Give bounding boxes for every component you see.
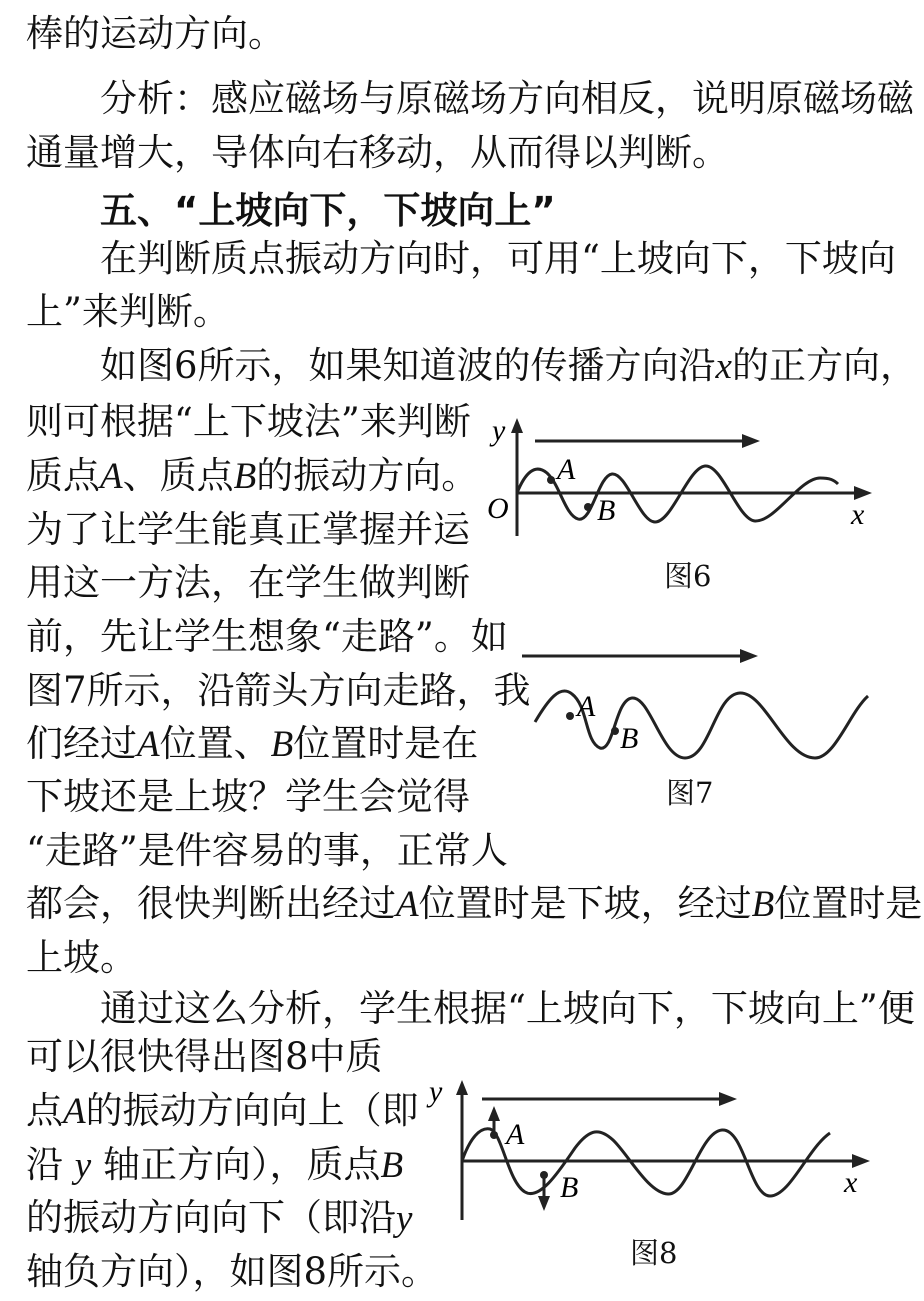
figure-8-oscillation-diagram bbox=[425, 1065, 880, 1225]
text-line-24: 轴负方向），如图8所示。 bbox=[26, 1250, 439, 1293]
text-line-19: 通过这么分析，学生根据“上坡向下，下坡向上”便 bbox=[100, 987, 915, 1030]
text-line-22: 沿 y 轴正方向），质点B bbox=[26, 1143, 404, 1186]
fig7-point-b bbox=[611, 727, 619, 735]
fig8-label-b: B bbox=[560, 1171, 579, 1204]
fig6-caption: 图6 bbox=[664, 559, 712, 593]
text-line-21: 点A的振动方向向上（即 bbox=[26, 1089, 419, 1132]
text-line-2: 分析：感应磁场与原磁场方向相反，说明原磁场磁 bbox=[100, 77, 914, 120]
fig6-label-o: O bbox=[487, 492, 509, 525]
fig7-direction-arrowhead bbox=[740, 649, 758, 663]
figure-7-walking-diagram bbox=[515, 640, 875, 770]
fig8-direction-arrowhead bbox=[719, 1092, 737, 1106]
text-line-12: 前，先让学生想象“走路”。如 bbox=[26, 615, 508, 658]
text-line-8: 则可根据“上下坡法”来判断 bbox=[26, 400, 471, 443]
text-line-1: 棒的运动方向。 bbox=[26, 12, 285, 55]
fig8-label-x: x bbox=[844, 1166, 858, 1199]
fig6-label-x: x bbox=[851, 498, 865, 531]
fig8-label-a: A bbox=[506, 1118, 525, 1151]
text-line-7: 如图6所示，如果知道波的传播方向沿x的正方向， bbox=[100, 344, 917, 387]
text-line-5: 在判断质点振动方向时，可用“上坡向下，下坡向 bbox=[100, 237, 896, 280]
text-line-18: 上坡。 bbox=[26, 936, 137, 979]
fig6-label-y: y bbox=[492, 414, 506, 447]
text-line-17: 都会，很快判断出经过A位置时是下坡，经过B位置时是 bbox=[26, 882, 923, 925]
fig7-label-b: B bbox=[620, 722, 639, 755]
fig6-point-b bbox=[584, 503, 592, 511]
text-line-6: 上”来判断。 bbox=[26, 290, 230, 333]
text-line-16: “走路”是件容易的事，正常人 bbox=[26, 829, 508, 872]
fig6-direction-arrowhead bbox=[742, 434, 760, 448]
text-line-11: 用这一方法，在学生做判断 bbox=[26, 561, 470, 604]
fig8-caption: 图8 bbox=[630, 1236, 678, 1270]
fig7-caption: 图7 bbox=[666, 776, 714, 810]
fig6-label-a: A bbox=[557, 453, 576, 486]
fig7-point-a bbox=[566, 712, 574, 720]
text-line-20: 可以很快得出图8中质 bbox=[26, 1035, 383, 1078]
section-heading: 五、“上坡向下，下坡向上” bbox=[100, 189, 556, 232]
fig8-arrow-a-head bbox=[488, 1106, 500, 1121]
text-line-9: 质点A、质点B的振动方向。 bbox=[26, 454, 479, 497]
text-line-14: 们经过A位置、B位置时是在 bbox=[26, 722, 479, 765]
text-line-23: 的振动方向向下（即沿y bbox=[26, 1196, 413, 1239]
fig6-label-b: B bbox=[597, 494, 616, 527]
fig8-y-arrowhead bbox=[456, 1080, 468, 1095]
fig7-label-a: A bbox=[577, 690, 596, 723]
fig8-label-y: y bbox=[429, 1075, 443, 1108]
figure-6-wave-diagram bbox=[480, 408, 880, 538]
text-line-13: 图7所示，沿箭头方向走路，我 bbox=[26, 669, 531, 712]
text-line-10: 为了让学生能真正掌握并运 bbox=[26, 508, 470, 551]
text-line-3: 通量增大，导体向右移动，从而得以判断。 bbox=[26, 131, 729, 174]
fig6-point-a bbox=[547, 476, 555, 484]
fig6-y-arrowhead bbox=[511, 418, 523, 433]
fig8-arrow-b-head bbox=[538, 1196, 550, 1211]
text-line-15: 下坡还是上坡？学生会觉得 bbox=[26, 775, 470, 818]
